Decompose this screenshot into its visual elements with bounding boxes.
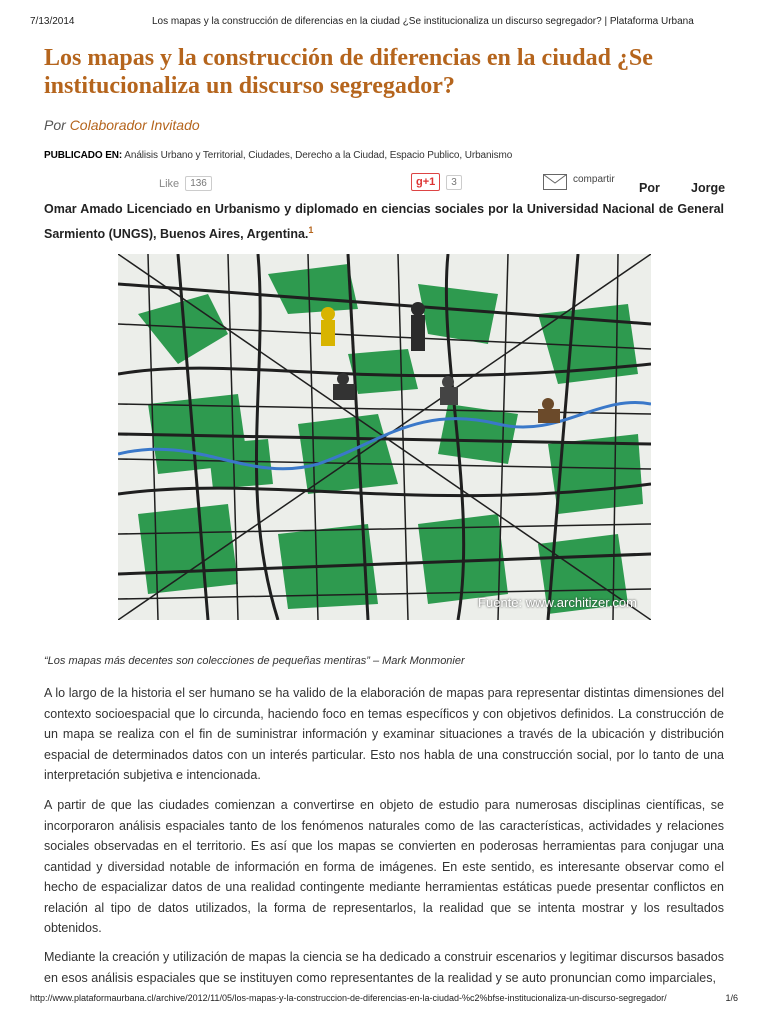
published-in (44, 150, 512, 161)
intro-word-por: Por (639, 181, 660, 195)
print-page-title: Los mapas y la construcción de diferencias en la ciudad ¿Se institucionaliza un discurso segregador? | Plataforma Urbana (152, 16, 694, 27)
article-title: Los mapas y la construcción de diferencias en la ciudad ¿Se institucionaliza un discurso segregador? (44, 45, 653, 99)
intro-word-jorge: Jorge (691, 181, 726, 195)
epigraph-quote: “Los mapas más decentes son colecciones de pequeñas mentiras” – Mark Monmonier (44, 655, 465, 667)
by-prefix: Por (44, 117, 66, 133)
gplus-count: 3 (446, 175, 462, 190)
print-url: http://www.plataformaurbana.cl/archive/2012/11/05/los-mapas-y-la-construccion-de-diferencias-en-la-ciudad-%c2%bfse-institucionaliza-un-discurso-segregador/ (30, 993, 667, 1003)
published-label: PUBLICADO EN: (44, 150, 123, 161)
share-button[interactable] (543, 174, 615, 190)
byline (44, 117, 200, 133)
image-caption: Fuente: www.architizer.com (478, 595, 637, 610)
print-date: 7/13/2014 (30, 16, 75, 27)
share-label: compartir (573, 174, 615, 185)
gplus-widget (411, 173, 462, 191)
gplus-button[interactable]: g+1 (411, 173, 440, 191)
paragraph-3: Mediante la creación y utilización de mapas la ciencia se ha dedicado a construir escenarios y legitimar discursos basados en esos análisis espaciales que se instituyen como representantes de la realidad y se auto pronuncian como imparciales, (44, 950, 724, 985)
like-label: Like (159, 177, 180, 190)
category-links[interactable]: Análisis Urbano y Territorial, Ciudades, Derecho a la Ciudad, Espacio Publico, Urbanismo (124, 150, 513, 161)
map-illustration (118, 254, 651, 620)
page-number: 1/6 (725, 993, 738, 1003)
paragraph-2: A partir de que las ciudades comienzan a convertirse en objeto de estudio para numerosas disciplinas científicas, se incorporaron análisis espaciales tanto de los fenómenos naturales como de las características, actividades y relaciones sociales observadas en el territorio. Es así que los mapas se convierten en poderosas herramientas para conjugar una cantidad y diversidad notable de información en forma de imágenes. En este sentido, es interesante observar como el hecho de espacializar datos de una realidad contingente mediante herramientas estáticas puede presentar conflictos en relación al tipo de datos utilizados, la forma de representarlos, la realidad que se intenta mostrar y los resultados obtenidos. (44, 798, 724, 935)
paragraph-1: A lo largo de la historia el ser humano se ha valido de la elaboración de mapas para representar distintas dimensiones del contexto socioespacial que lo circunda, haciendo foco en temas específicos y con objetivos definidos. La construcción de un mapa se realiza con el fin de suministrar información y examinar situaciones a través de la ubicación y distribución espacial de determinados datos con un interés particular. Esto nos habla de una construcción social, por lo tanto de una interpretación subjetiva e intencionada. (44, 686, 724, 782)
author-intro (44, 199, 724, 244)
author-intro-text: Omar Amado Licenciado en Urbanismo y diplomado en ciencias sociales por la Universidad Nacional de General Sarmiento (UNGS), Buenos Aires, Argentina. (44, 202, 724, 241)
author-link[interactable]: Colaborador Invitado (69, 117, 200, 133)
mail-icon (543, 174, 567, 190)
like-button[interactable] (159, 176, 212, 191)
like-count: 136 (185, 176, 212, 191)
footnote-ref[interactable]: 1 (308, 224, 314, 235)
article-image-map (118, 254, 651, 620)
